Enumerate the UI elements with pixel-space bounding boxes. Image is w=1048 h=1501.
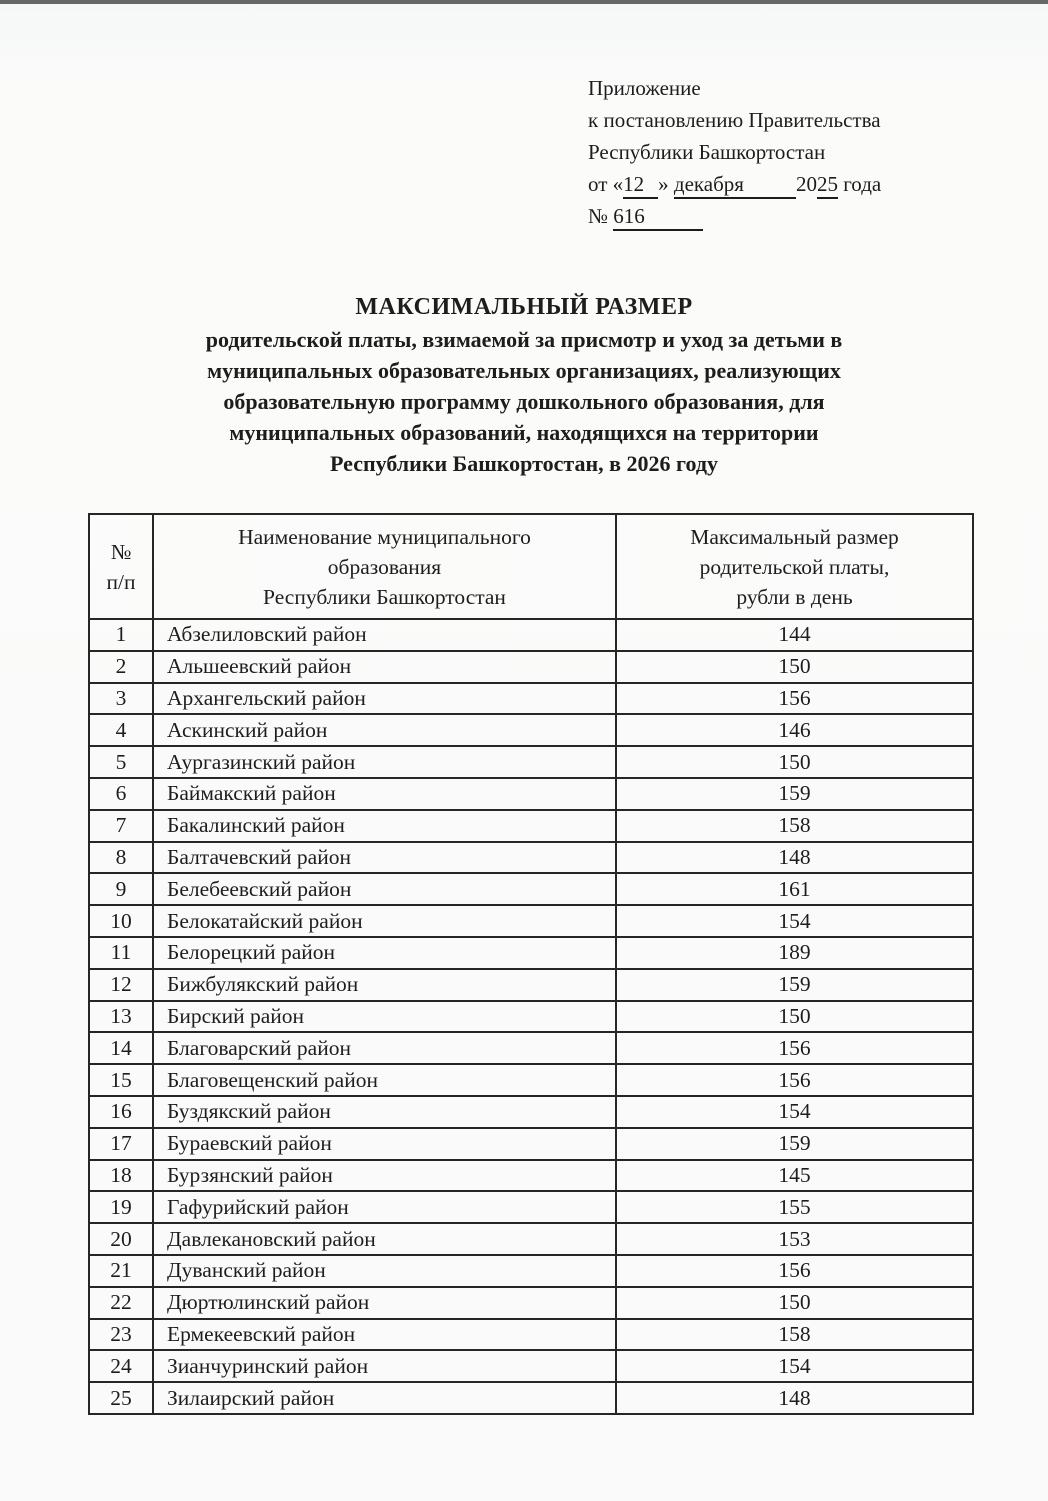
- row-fee-value: 150: [616, 651, 973, 683]
- row-number: 9: [89, 873, 153, 905]
- date-month: декабря: [674, 172, 796, 199]
- table-row: [89, 778, 973, 810]
- row-number: 16: [89, 1096, 153, 1128]
- date-suffix: года: [843, 172, 882, 196]
- row-number: 19: [89, 1191, 153, 1223]
- row-municipality-name: Давлекановский район: [153, 1223, 616, 1255]
- table-row: [89, 1319, 973, 1351]
- row-number: 23: [89, 1319, 153, 1351]
- row-fee-value: 146: [616, 714, 973, 746]
- scanner-edge-artifact: [0, 0, 1048, 4]
- table-row: [89, 619, 973, 651]
- fees-table-header: [89, 514, 973, 619]
- row-municipality-name: Дуванский район: [153, 1255, 616, 1287]
- header-municipality-line-2: образования: [327, 554, 442, 579]
- row-number: 10: [89, 905, 153, 937]
- document-title: [84, 291, 964, 479]
- table-row: [89, 683, 973, 715]
- table-row: [89, 1350, 973, 1382]
- table-row: [89, 1160, 973, 1192]
- row-number: 13: [89, 1001, 153, 1033]
- table-row: [89, 1032, 973, 1064]
- date-day: 12: [623, 172, 658, 199]
- row-municipality-name: Бижбулякский район: [153, 969, 616, 1001]
- table-row: [89, 937, 973, 969]
- row-number: 25: [89, 1382, 153, 1414]
- row-number: 24: [89, 1350, 153, 1382]
- appendix-line-3: Республики Башкортостан: [588, 140, 826, 164]
- row-number: 15: [89, 1064, 153, 1096]
- row-fee-value: 154: [616, 1096, 973, 1128]
- title-line-4: образовательную программу дошкольного образования, для: [223, 389, 825, 414]
- table-row: [89, 1128, 973, 1160]
- row-fee-value: 150: [616, 1287, 973, 1319]
- row-fee-value: 156: [616, 1255, 973, 1287]
- row-fee-value: 153: [616, 1223, 973, 1255]
- row-municipality-name: Ермекеевский район: [153, 1319, 616, 1351]
- title-line-2: родительской платы, взимаемой за присмотр и уход за детьми в: [205, 327, 843, 352]
- row-fee-value: 156: [616, 1064, 973, 1096]
- row-municipality-name: Баймакский район: [153, 778, 616, 810]
- row-number: 8: [89, 842, 153, 874]
- row-number: 21: [89, 1255, 153, 1287]
- row-number: 17: [89, 1128, 153, 1160]
- row-fee-value: 159: [616, 778, 973, 810]
- row-municipality-name: Дюртюлинский район: [153, 1287, 616, 1319]
- header-number-line-1: №: [110, 539, 132, 564]
- row-fee-value: 148: [616, 842, 973, 874]
- title-line-1: МАКСИМАЛЬНЫЙ РАЗМЕР: [355, 294, 693, 320]
- row-municipality-name: Аургазинский район: [153, 746, 616, 778]
- row-municipality-name: Бирский район: [153, 1001, 616, 1033]
- row-municipality-name: Благоварский район: [153, 1032, 616, 1064]
- header-number-line-2: п/п: [106, 569, 136, 594]
- header-cell-max-fee: [616, 514, 973, 619]
- row-municipality-name: Альшеевский район: [153, 651, 616, 683]
- row-number: 3: [89, 683, 153, 715]
- table-row: [89, 1255, 973, 1287]
- table-row: [89, 1223, 973, 1255]
- table-row: [89, 1382, 973, 1414]
- table-row: [89, 1001, 973, 1033]
- row-number: 1: [89, 619, 153, 651]
- table-row: [89, 1191, 973, 1223]
- header-cell-number: [89, 514, 153, 619]
- row-fee-value: 156: [616, 1032, 973, 1064]
- table-row: [89, 1064, 973, 1096]
- table-row: [89, 905, 973, 937]
- header-max-fee-line-1: Максимальный размер: [690, 524, 899, 549]
- date-quote-close: »: [658, 172, 669, 196]
- row-fee-value: 144: [616, 619, 973, 651]
- row-municipality-name: Бурзянский район: [153, 1160, 616, 1192]
- header-row: [89, 514, 973, 619]
- decree-number-label: №: [588, 204, 609, 228]
- table-row: [89, 873, 973, 905]
- row-number: 14: [89, 1032, 153, 1064]
- row-fee-value: 158: [616, 810, 973, 842]
- row-number: 2: [89, 651, 153, 683]
- row-municipality-name: Буздякский район: [153, 1096, 616, 1128]
- row-number: 18: [89, 1160, 153, 1192]
- row-municipality-name: Белокатайский район: [153, 905, 616, 937]
- table-row: [89, 810, 973, 842]
- row-number: 5: [89, 746, 153, 778]
- appendix-reference-block: [588, 72, 881, 232]
- row-fee-value: 159: [616, 1128, 973, 1160]
- row-municipality-name: Белорецкий район: [153, 937, 616, 969]
- row-fee-value: 150: [616, 1001, 973, 1033]
- date-year-end: 25: [817, 172, 838, 199]
- row-number: 4: [89, 714, 153, 746]
- row-municipality-name: Абзелиловский район: [153, 619, 616, 651]
- row-fee-value: 154: [616, 905, 973, 937]
- row-number: 12: [89, 969, 153, 1001]
- row-number: 11: [89, 937, 153, 969]
- date-prefix: от «: [588, 172, 624, 196]
- table-body: [89, 619, 973, 1414]
- header-max-fee-line-2: родительской платы,: [699, 554, 890, 579]
- header-municipality-line-1: Наименование муниципального: [238, 524, 531, 549]
- row-municipality-name: Балтачевский район: [153, 842, 616, 874]
- table-row: [89, 1096, 973, 1128]
- row-municipality-name: Благовещенский район: [153, 1064, 616, 1096]
- row-fee-value: 161: [616, 873, 973, 905]
- row-fee-value: 154: [616, 1350, 973, 1382]
- decree-number-line: [588, 200, 881, 232]
- row-fee-value: 155: [616, 1191, 973, 1223]
- decree-number-value: 616: [613, 204, 703, 231]
- fees-table: [88, 513, 974, 1415]
- row-municipality-name: Гафурийский район: [153, 1191, 616, 1223]
- appendix-line-1: Приложение: [588, 76, 701, 100]
- row-fee-value: 156: [616, 683, 973, 715]
- row-fee-value: 159: [616, 969, 973, 1001]
- table-row: [89, 746, 973, 778]
- row-fee-value: 189: [616, 937, 973, 969]
- appendix-line-2: к постановлению Правительства: [588, 108, 881, 132]
- row-fee-value: 158: [616, 1319, 973, 1351]
- table-row: [89, 651, 973, 683]
- row-municipality-name: Аскинский район: [153, 714, 616, 746]
- row-municipality-name: Зилаирский район: [153, 1382, 616, 1414]
- decree-date-line: [588, 168, 881, 200]
- row-fee-value: 145: [616, 1160, 973, 1192]
- title-line-5: муниципальных образований, находящихся на территории: [229, 420, 819, 445]
- header-max-fee-line-3: рубли в день: [736, 584, 853, 609]
- row-number: 6: [89, 778, 153, 810]
- row-number: 22: [89, 1287, 153, 1319]
- row-fee-value: 150: [616, 746, 973, 778]
- table-row: [89, 1287, 973, 1319]
- row-number: 7: [89, 810, 153, 842]
- row-municipality-name: Бураевский район: [153, 1128, 616, 1160]
- row-municipality-name: Бакалинский район: [153, 810, 616, 842]
- table-row: [89, 969, 973, 1001]
- row-municipality-name: Архангельский район: [153, 683, 616, 715]
- table-row: [89, 714, 973, 746]
- row-number: 20: [89, 1223, 153, 1255]
- date-year-start: 20: [795, 172, 817, 196]
- header-cell-municipality: [153, 514, 616, 619]
- row-municipality-name: Белебеевский район: [153, 873, 616, 905]
- row-municipality-name: Зианчуринский район: [153, 1350, 616, 1382]
- header-municipality-line-3: Республики Башкортостан: [263, 584, 506, 609]
- title-line-3: муниципальных образовательных организациях, реализующих: [207, 358, 841, 383]
- row-fee-value: 148: [616, 1382, 973, 1414]
- title-line-6: Республики Башкортостан, в 2026 году: [330, 451, 718, 476]
- table-row: [89, 842, 973, 874]
